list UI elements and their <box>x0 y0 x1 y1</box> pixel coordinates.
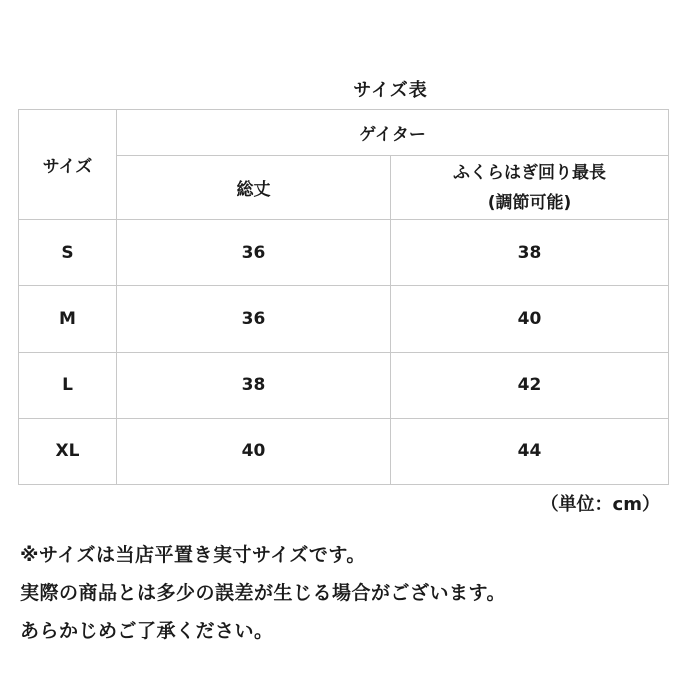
table-row <box>19 418 669 484</box>
table-row <box>19 352 669 418</box>
calf-header-note: (調節可能) <box>487 192 572 213</box>
table-subheader-row <box>19 156 669 220</box>
table-row <box>19 286 669 352</box>
note-line: 実際の商品とは多少の誤差が生じる場合がございます。 <box>20 582 506 604</box>
length-cell: 36 <box>117 286 391 352</box>
size-column-header: サイズ <box>19 110 117 220</box>
size-notes <box>20 536 506 650</box>
size-cell: M <box>19 286 117 352</box>
size-table <box>18 109 669 485</box>
table-row <box>19 220 669 286</box>
calf-cell: 38 <box>391 220 669 286</box>
calf-cell: 44 <box>391 418 669 484</box>
gaiter-group-header: ゲイター <box>117 110 669 156</box>
calf-cell: 40 <box>391 286 669 352</box>
size-cell: L <box>19 352 117 418</box>
length-column-header: 総丈 <box>117 156 391 220</box>
note-line: ※サイズは当店平置き実寸サイズです。 <box>20 544 366 566</box>
calf-header-label: ふくらはぎ回り最長 <box>453 162 606 183</box>
calf-column-header <box>391 156 669 220</box>
calf-cell: 42 <box>391 352 669 418</box>
size-chart-title: サイズ表 <box>353 80 428 101</box>
length-cell: 38 <box>117 352 391 418</box>
table-header-row <box>19 110 669 156</box>
note-line: あらかじめご了承ください。 <box>20 620 274 642</box>
size-cell: XL <box>19 418 117 484</box>
size-cell: S <box>19 220 117 286</box>
length-cell: 40 <box>117 418 391 484</box>
length-cell: 36 <box>117 220 391 286</box>
unit-note: （単位：cm） <box>540 494 660 515</box>
